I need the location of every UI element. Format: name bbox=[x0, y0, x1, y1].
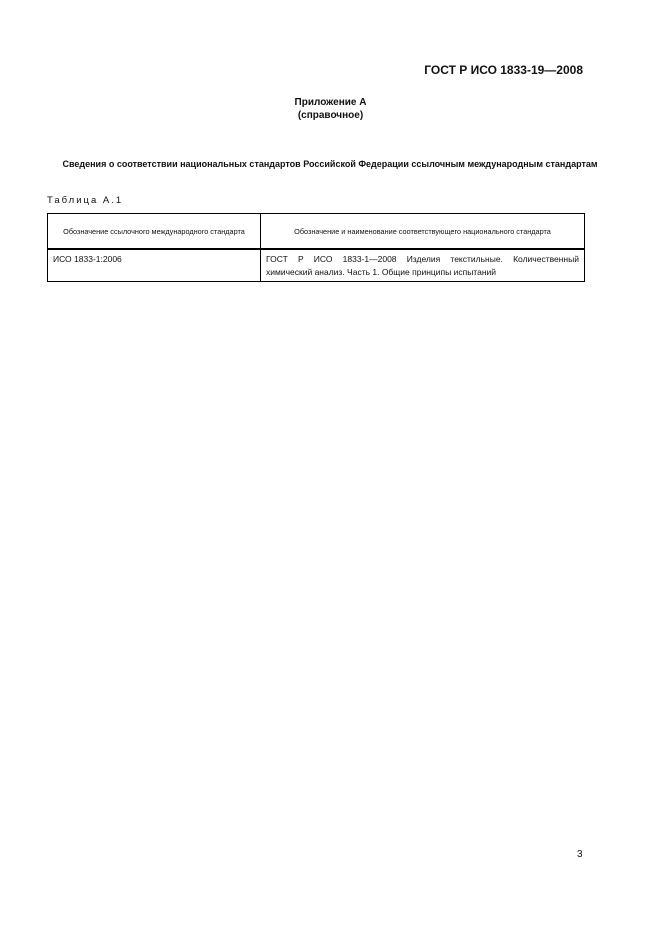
table-caption: Таблица А.1 bbox=[47, 195, 124, 206]
header-cell: Обозначение и наименование соответствующего национального стандарта bbox=[261, 214, 585, 250]
appendix-heading bbox=[0, 96, 661, 122]
standard-header: ГОСТ Р ИСО 1833-19—2008 bbox=[424, 63, 583, 77]
header-cell: Обозначение ссылочного международного стандарта bbox=[48, 214, 261, 250]
appendix-subtitle: (справочное) bbox=[297, 110, 364, 121]
section-title: Сведения о соответствии национальных стандартов Российской Федерации ссылочным международным стандартам bbox=[62, 159, 598, 169]
table-cell: ИСО 1833-1:2006 bbox=[48, 249, 261, 282]
correspondence-table bbox=[47, 213, 585, 282]
page-number: 3 bbox=[577, 849, 583, 860]
table-header-row bbox=[48, 214, 585, 250]
appendix-title: Приложение А bbox=[294, 97, 367, 108]
table-cell: ГОСТ Р ИСО 1833-1—2008 Изделия текстильные. Количественный химический анализ. Часть 1. Общие принципы испытаний bbox=[261, 249, 585, 282]
table-row bbox=[48, 249, 585, 282]
